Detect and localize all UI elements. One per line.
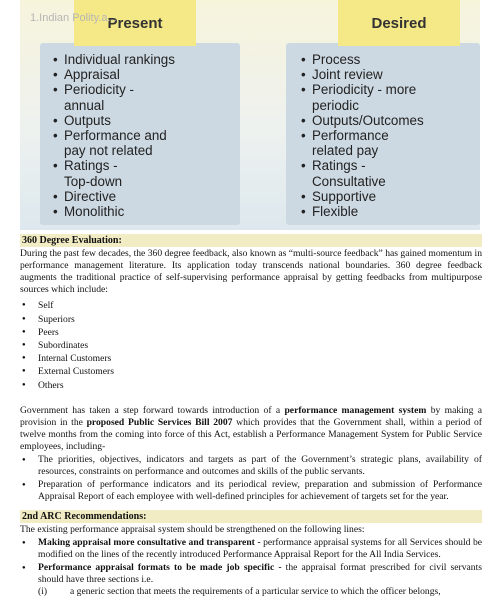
document-body — [20, 234, 482, 598]
list-item: • Supportive — [292, 189, 480, 204]
list-item: • Periodicity - — [44, 82, 240, 97]
desired-header: Desired — [338, 0, 460, 46]
list-item: ● Internal Customers — [20, 352, 482, 365]
list-item: • Performance — [292, 128, 480, 143]
present-header: Present — [74, 0, 196, 46]
comparison-graphic — [20, 0, 480, 230]
list-item: ● Peers — [20, 326, 482, 339]
paragraph-360: During the past few decades, the 360 degree feedback, also known as “multi-source feedback” has gained momentum in performance management literature. Its application today transcends national boundaries. 360 degree feedback augments the traditional practice of self-supervising performance appraisal by getting feedbacks from multipurpose sources which include: — [20, 248, 482, 296]
list-item: ● Others — [20, 379, 482, 392]
list-item: periodic — [312, 97, 359, 113]
list-item: • Ratings - — [292, 158, 480, 173]
list-item: pay not related — [64, 143, 153, 159]
list-item: • Process — [292, 52, 480, 67]
list-item: Top-down — [64, 173, 123, 189]
list-item: ● Performance appraisal formats to be made job specific - the appraisal format prescribed for civil servants should have three sections i.e. — [20, 562, 482, 586]
list-item: • Individual rankings — [44, 52, 240, 67]
list-item: ● Superiors — [20, 313, 482, 326]
section-heading-360: 360 Degree Evaluation: — [20, 234, 482, 247]
list-item: • Appraisal — [44, 67, 240, 82]
pms-bullets — [20, 454, 482, 503]
list-item: • Periodicity - more — [292, 82, 480, 97]
arc-recommendations — [20, 537, 482, 586]
present-list — [40, 43, 240, 219]
desired-panel — [286, 43, 480, 225]
list-item: related pay — [312, 143, 379, 159]
list-item: • Monolithic — [44, 204, 240, 219]
list-item: ● The priorities, objectives, indicators and targets as part of the Government’s strategic plans, availability of resources, constraints on performance and outcomes and skills of the public servants. — [20, 454, 482, 478]
list-item: • Ratings - — [44, 158, 240, 173]
source-watermark: 1.Indian Polity.a... — [30, 12, 117, 24]
list-item: • Outputs/Outcomes — [292, 113, 480, 128]
list-item: • Flexible — [292, 204, 480, 219]
list-item: • Joint review — [292, 67, 480, 82]
feedback-sources-list — [20, 299, 482, 391]
list-item: • Directive — [44, 189, 240, 204]
list-item: ● Preparation of performance indicators and its periodical review, preparation and submission of Performance Appraisal Report of each employee with well-defined principles for achievement of targets set for the year. — [20, 479, 482, 503]
desired-list — [286, 43, 480, 219]
list-item: ● Subordinates — [20, 339, 482, 352]
list-item: Consultative — [312, 173, 386, 189]
list-item: annual — [64, 97, 105, 113]
paragraph-arc-intro: The existing performance appraisal system should be strengthened on the following lines: — [20, 523, 365, 535]
list-item: • Performance and — [44, 128, 240, 143]
present-panel — [40, 43, 240, 225]
sub-item: (i) a generic section that meets the requirements of a particular service to which the officer belongs, — [38, 586, 441, 598]
list-item: ● Self — [20, 299, 482, 312]
list-item: ● External Customers — [20, 365, 482, 378]
list-item: ● Making appraisal more consultative and transparent - performance appraisal systems for all Services should be modified on the lines of the recently introduced Performance Appraisal Report for the All India Services. — [20, 537, 482, 561]
list-item: • Outputs — [44, 113, 240, 128]
paragraph-pms: Government has taken a step forward towards introduction of a performance management system by making a provision in the proposed Public Services Bill 2007 which provides that the Government shall, within a period of twelve months from the coming into force of this Act, establish a Performance Management System for Public Service employees, including- — [20, 404, 482, 453]
section-heading-arc: 2nd ARC Recommendations: — [20, 510, 482, 523]
